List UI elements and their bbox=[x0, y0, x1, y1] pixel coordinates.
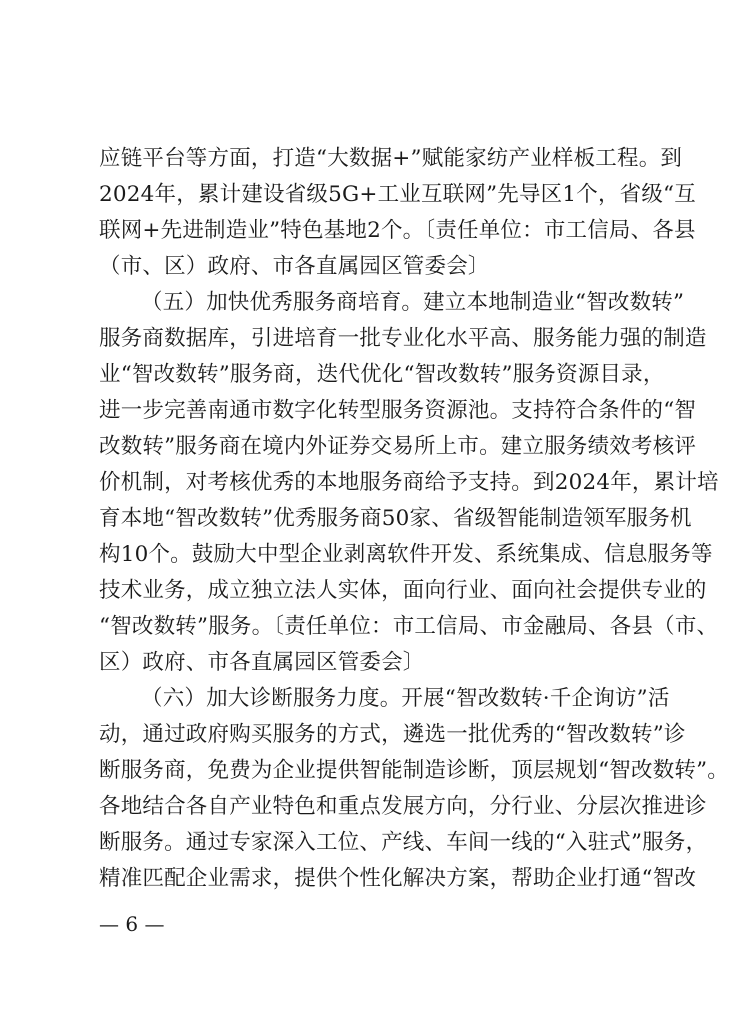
text-line: 应链平台等方面，打造“大数据+”赋能家纺产业样板工程。到 bbox=[99, 146, 683, 171]
text-line: 技术业务，成立独立法人实体，面向行业、面向社会提供专业的 bbox=[99, 578, 707, 603]
text-line: 业“智改数转”服务商，迭代优化“智改数转”服务资源目录， bbox=[99, 362, 665, 387]
text-line: 精准匹配企业需求，提供个性化解决方案，帮助企业打通“智改 bbox=[99, 866, 697, 891]
text-line: 服务商数据库，引进培育一批专业化水平高、服务能力强的制造 bbox=[99, 326, 707, 351]
text-line: 育本地“智改数转”优秀服务商50家、省级智能制造领军服务机 bbox=[99, 506, 692, 531]
text-line: （市、区）政府、市各直属园区管委会〕 bbox=[99, 254, 490, 279]
text-line: 动，通过政府购买服务的方式，遴选一批优秀的“智改数转”诊 bbox=[99, 722, 686, 747]
page-number: — 6 — bbox=[99, 912, 165, 936]
text-line: 改数转”服务商在境内外证券交易所上市。建立服务绩效考核评 bbox=[99, 434, 697, 459]
text-line: 进一步完善南通市数字化转型服务资源池。支持符合条件的“智 bbox=[99, 398, 697, 423]
text-line: 2024年，累计建设省级5G+工业互联网”先导区1个，省级“互 bbox=[99, 182, 696, 207]
text-line: 断服务。通过专家深入工位、产线、车间一线的“入驻式”服务， bbox=[99, 830, 708, 855]
section-heading-line: （六）加大诊断服务力度。开展“智改数转·千企询访”活 bbox=[141, 686, 670, 711]
text-line: 联网+先进制造业”特色基地2个。〔责任单位：市工信局、各县 bbox=[99, 218, 696, 243]
text-line: 断服务商，免费为企业提供智能制造诊断，顶层规划“智改数转”。 bbox=[99, 758, 729, 783]
text-line: 区）政府、市各直属园区管委会〕 bbox=[99, 650, 425, 675]
text-line: 构10个。鼓励大中型企业剥离软件开发、系统集成、信息服务等 bbox=[99, 542, 713, 567]
text-line: “智改数转”服务。〔责任单位：市工信局、市金融局、各县（市、 bbox=[99, 614, 719, 639]
text-line: 价机制，对考核优秀的本地服务商给予支持。到2024年，累计培 bbox=[99, 470, 719, 495]
section-heading-line: （五）加快优秀服务商培育。建立本地制造业“智改数转” bbox=[141, 290, 685, 315]
text-line: 各地结合各自产业特色和重点发展方向，分行业、分层次推进诊 bbox=[99, 794, 707, 819]
